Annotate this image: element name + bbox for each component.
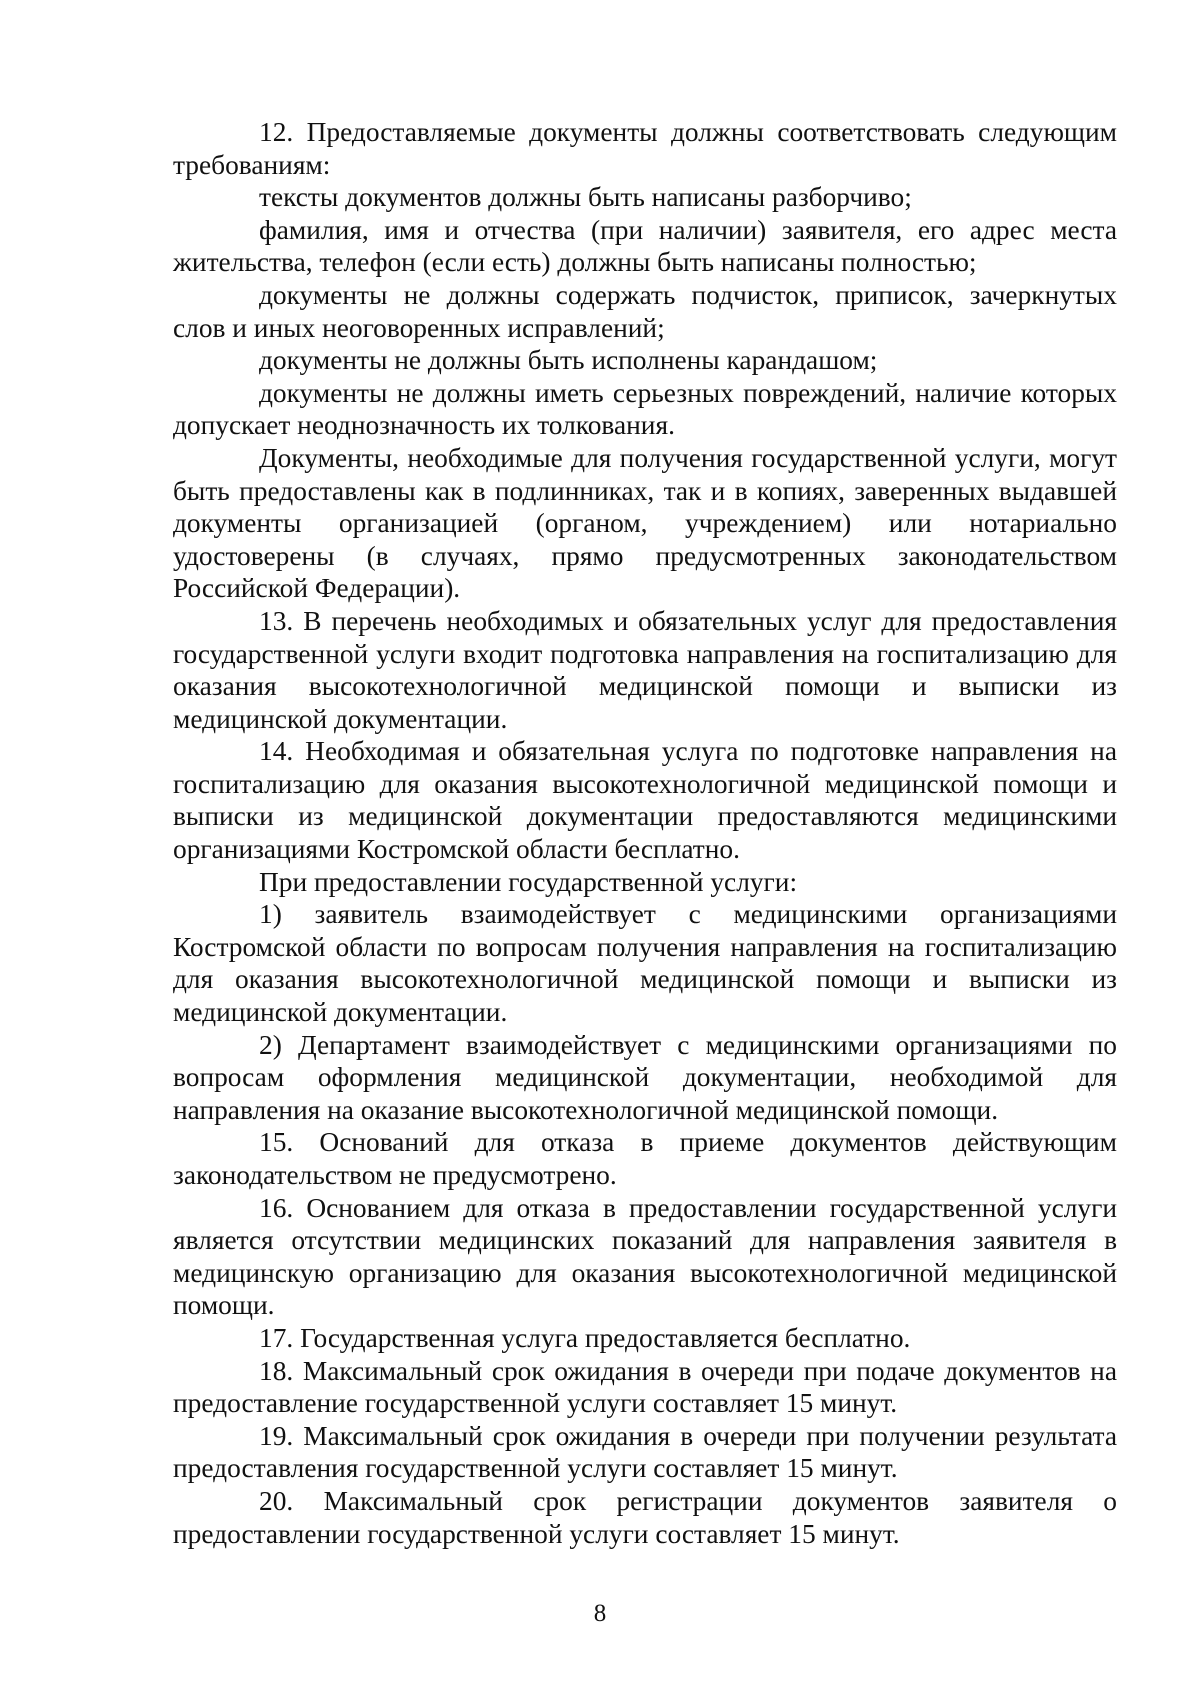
paragraph: 12. Предоставляемые документы должны соответствовать следующим требованиям: — [173, 117, 1117, 180]
paragraph: 19. Максимальный срок ожидания в очереди при получении результата предоставления государственной услуги составляет 15 минут. — [173, 1420, 1117, 1484]
document-body — [173, 116, 1117, 1550]
page-number: 8 — [593, 1600, 607, 1627]
paragraph: 14. Необходимая и обязательная услуга по подготовке направления на госпитализацию для оказания высокотехнологичной медицинской помощи и выписки из медицинской документации предоставляются медицинскими организациями Костромской области бесплатно. — [173, 736, 1117, 865]
paragraph: 1) заявитель взаимодействует с медицинскими организациями Костромской области по вопросам получения направления на госпитализацию для оказания высокотехнологичной медицинской помощи и выписки из медицинской документации. — [173, 899, 1117, 1028]
paragraph: документы не должны иметь серьезных повреждений, наличие которых допускает неоднозначность их толкования. — [173, 377, 1117, 441]
paragraph: тексты документов должны быть написаны разборчиво; — [259, 182, 912, 213]
paragraph: 18. Максимальный срок ожидания в очереди при подаче документов на предоставление государственной услуги составляет 15 минут. — [173, 1355, 1117, 1419]
paragraph: 16. Основанием для отказа в предоставлении государственной услуги является отсутствии медицинских показаний для направления заявителя в медицинскую организацию для оказания высокотехнологичной медицинской помощи. — [173, 1192, 1117, 1321]
paragraph: При предоставлении государственной услуги: — [259, 866, 798, 897]
paragraph: фамилия, имя и отчества (при наличии) заявителя, его адрес места жительства, телефон (если есть) должны быть написаны полностью; — [173, 214, 1117, 278]
paragraph: Документы, необходимые для получения государственной услуги, могут быть предоставлены как в подлинниках, так и в копиях, заверенных выдавшей документы организацией (органом, учреждением) или нотариально удостоверены (в случаях, прямо предусмотренных законодательством Российской Федерации). — [173, 442, 1117, 604]
paragraph: 20. Максимальный срок регистрации документов заявителя о предоставлении государственной услуги составляет 15 минут. — [173, 1485, 1117, 1549]
paragraph: документы не должны быть исполнены карандашом; — [259, 345, 878, 376]
paragraph: документы не должны содержать подчисток, приписок, зачеркнутых слов и иных неоговоренных исправлений; — [173, 279, 1117, 343]
paragraph: 2) Департамент взаимодействует с медицинскими организациями по вопросам оформления медицинской документации, необходимой для направления на оказание высокотехнологичной медицинской помощи. — [173, 1029, 1117, 1125]
paragraph: 15. Оснований для отказа в приеме документов действующим законодательством не предусмотрено. — [173, 1127, 1117, 1190]
paragraph: 17. Государственная услуга предоставляется бесплатно. — [259, 1322, 911, 1353]
paragraph: 13. В перечень необходимых и обязательных услуг для предоставления государственной услуги входит подготовка направления на госпитализацию для оказания высокотехнологичной медицинской помощи и выписки из медицинской документации. — [173, 605, 1117, 734]
